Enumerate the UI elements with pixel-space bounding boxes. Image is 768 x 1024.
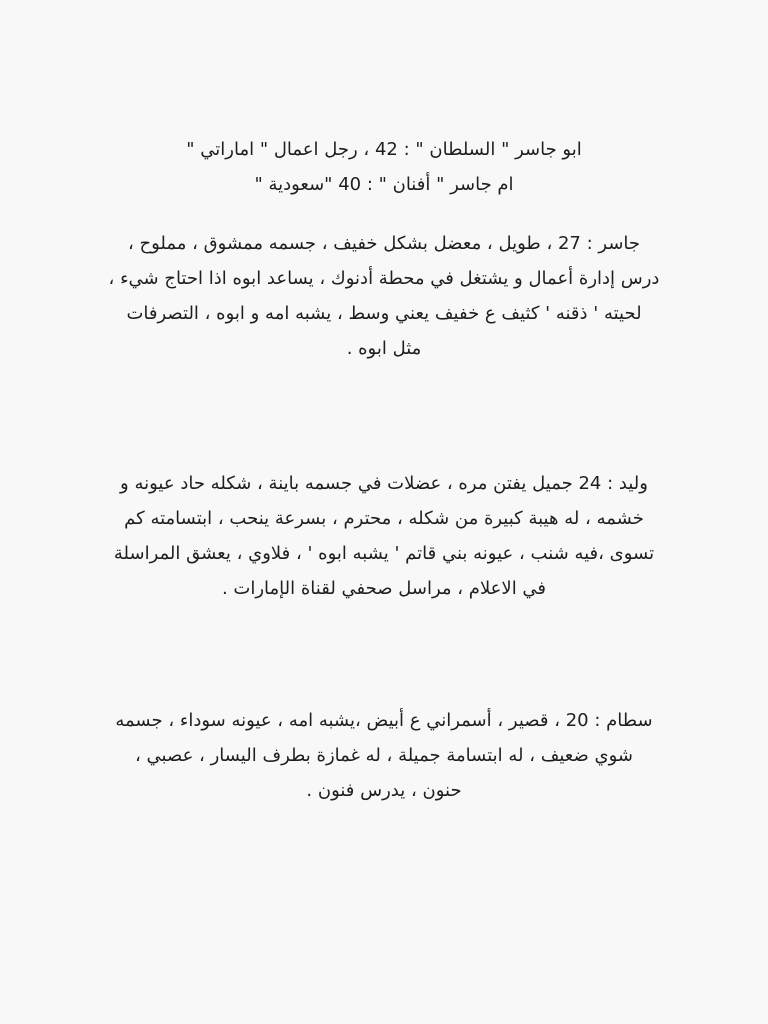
text-line: سطام : 20 ، قصير ، أسمراني ع أبيض ،يشبه امه ، عيونه سوداء ، جسمه xyxy=(115,710,653,731)
text-line: درس إدارة أعمال و يشتغل في محطة أدنوك ، يساعد ابوه اذا احتاج شيء ، xyxy=(108,268,660,289)
jasser-paragraph xyxy=(84,226,684,366)
text-line: مثل ابوه . xyxy=(346,338,422,359)
text-line: حنون ، يدرس فنون . xyxy=(306,780,462,801)
text-line: شوي ضعيف ، له ابتسامة جميلة ، له غمازة بطرف اليسار ، عصبي ، xyxy=(135,745,633,766)
waleed-paragraph xyxy=(84,466,684,606)
text-line: وليد : 24 جميل يفتن مره ، عضلات في جسمه باينة ، شكله حاد عيونه و xyxy=(120,473,648,494)
text-line: في الاعلام ، مراسل صحفي لقناة الإمارات . xyxy=(221,578,547,599)
text-line: ابو جاسر " السلطان " : 42 ، رجل اعمال " اماراتي " xyxy=(186,139,582,160)
text-line: جاسر : 27 ، طويل ، معضل بشكل خفيف ، جسمه ممشوق ، مملوح ، xyxy=(127,233,641,254)
sattam-paragraph xyxy=(84,703,684,808)
parents-paragraph xyxy=(84,132,684,202)
text-line: ام جاسر " أفنان " : 40 "سعودية " xyxy=(254,174,514,195)
text-line: تسوى ،فيه شنب ، عيونه بني قاتم ' يشبه ابوه ' ، فلاوي ، يعشق المراسلة xyxy=(113,543,655,564)
text-line: لحيته ' ذقنه ' كثيف ع خفيف يعني وسط ، يشبه امه و ابوه ، التصرفات xyxy=(126,303,642,324)
text-line: خشمه ، له هيبة كبيرة من شكله ، محترم ، بسرعة ينحب ، ابتسامته كم xyxy=(124,508,644,529)
